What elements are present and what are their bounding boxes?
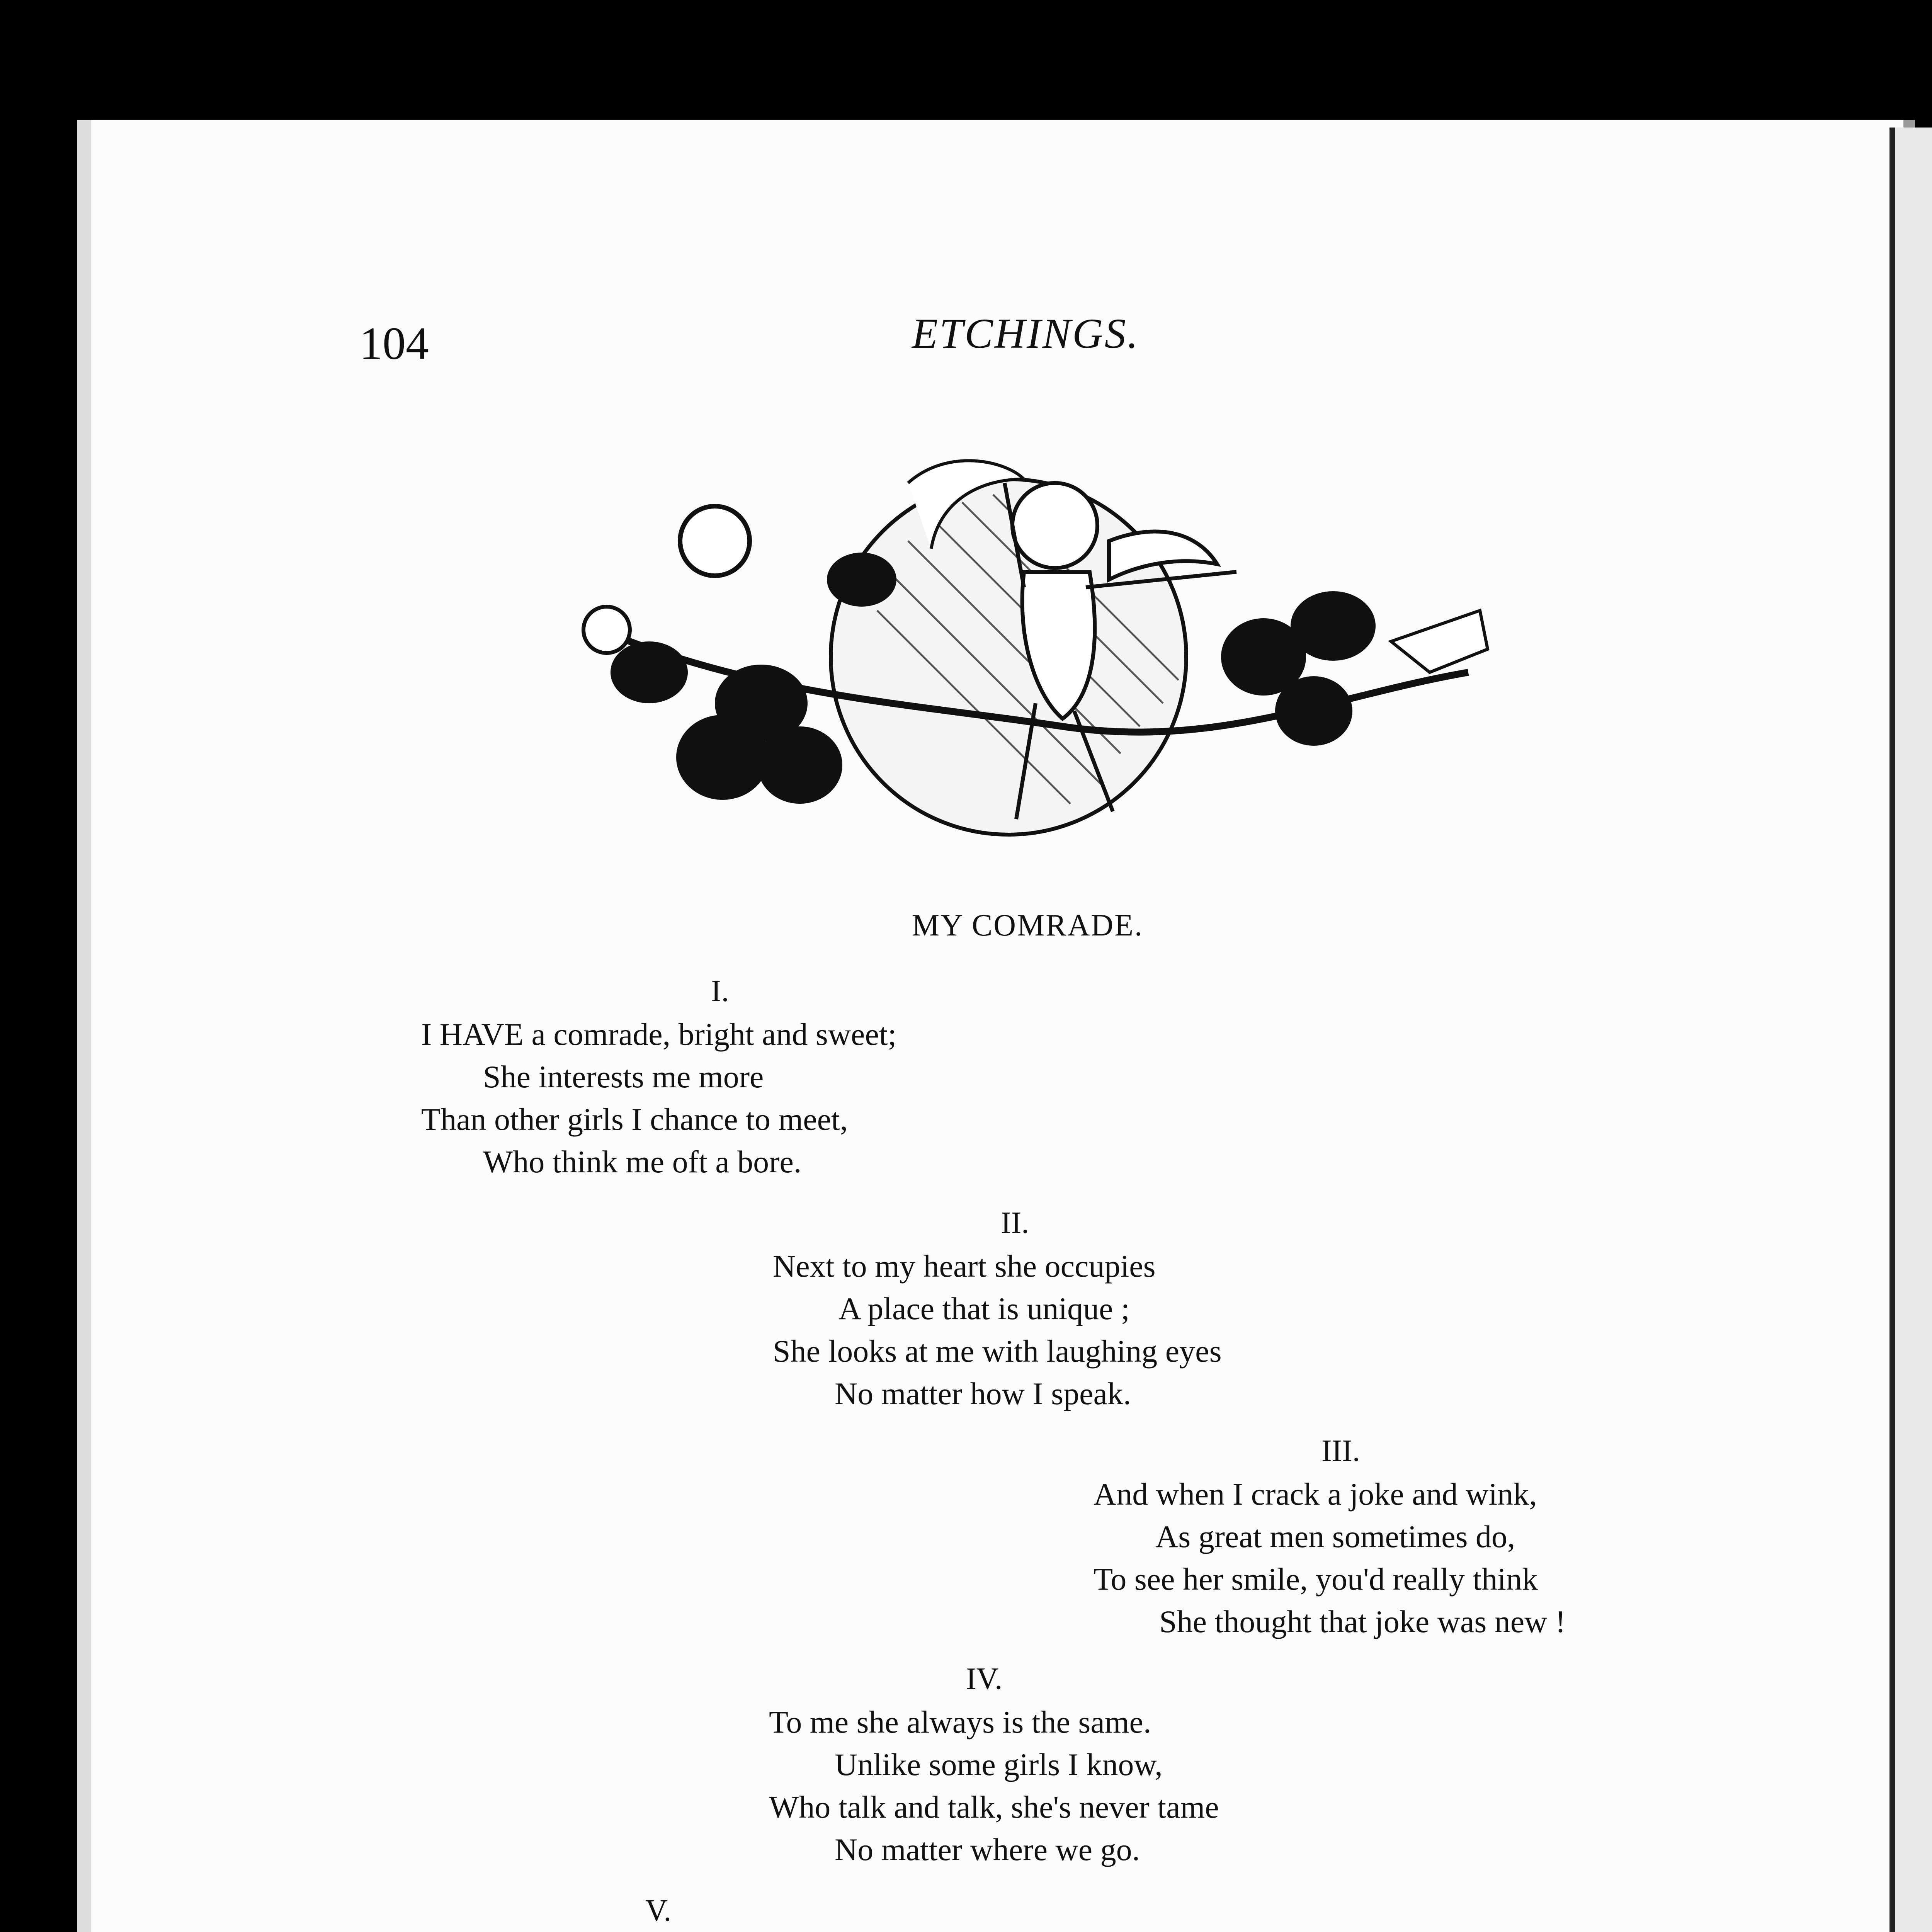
- next-page-edge: [1889, 128, 1932, 1932]
- poem-line: No matter where we go.: [835, 1832, 1140, 1867]
- stanza-number: I.: [711, 974, 729, 1008]
- stanza-number: II.: [1001, 1206, 1029, 1240]
- running-head: ETCHINGS.: [912, 310, 1140, 357]
- page-number: 104: [359, 318, 429, 369]
- stanza-number: III.: [1321, 1434, 1360, 1468]
- poem-line: She thought that joke was new !: [1159, 1604, 1566, 1639]
- cherub-illustration: [560, 425, 1546, 869]
- poem-line: And when I crack a joke and wink,: [1094, 1476, 1537, 1512]
- book-page: [77, 120, 1915, 1932]
- poem-line: Who think me oft a bore.: [483, 1144, 802, 1179]
- poem-line: Than other girls I chance to meet,: [421, 1102, 848, 1137]
- poem-line: I HAVE a comrade, bright and sweet;: [421, 1017, 897, 1052]
- poem-line: Next to my heart she occupies: [773, 1248, 1156, 1284]
- stanza-number: IV.: [966, 1662, 1003, 1696]
- stanza-number: V.: [645, 1894, 672, 1928]
- poem-line: Unlike some girls I know,: [835, 1747, 1163, 1782]
- poem-line: As great men sometimes do,: [1155, 1519, 1515, 1554]
- poem-line: Who talk and talk, she's never tame: [769, 1789, 1219, 1825]
- poem-title: MY COMRADE.: [912, 908, 1143, 942]
- poem-line: She interests me more: [483, 1059, 764, 1094]
- poem-line: She looks at me with laughing eyes: [773, 1333, 1222, 1369]
- poem-line: A place that is unique ;: [838, 1291, 1130, 1326]
- poem-line: To see her smile, you'd really think: [1094, 1561, 1538, 1597]
- poem-line: To me she always is the same.: [769, 1704, 1151, 1740]
- poem-line: No matter how I speak.: [835, 1376, 1131, 1411]
